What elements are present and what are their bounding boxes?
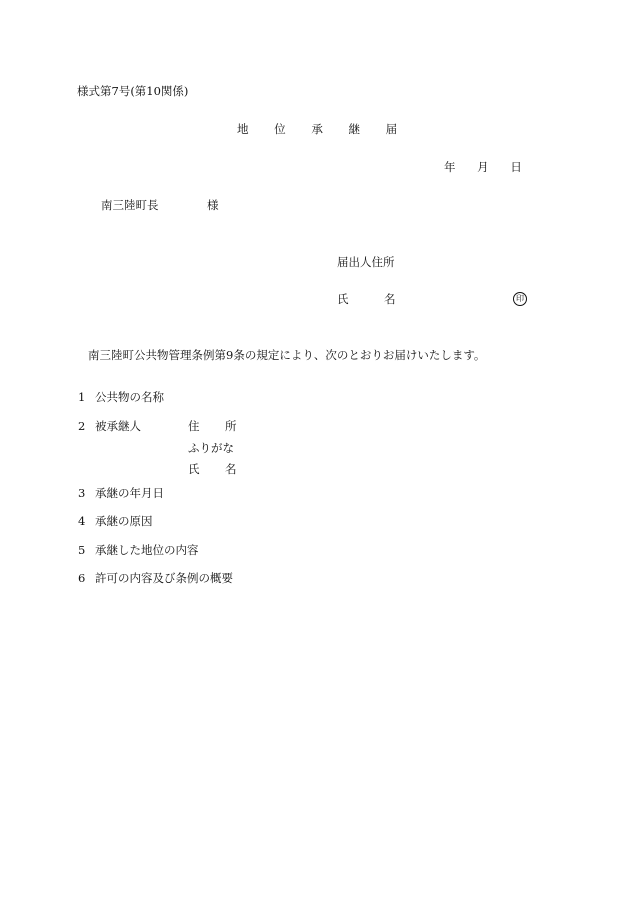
item-label: 被承継人: [95, 419, 141, 433]
title-char: 地: [237, 122, 249, 136]
applicant-name-label-1: 氏: [337, 292, 349, 306]
item-number: 4: [78, 514, 86, 528]
seal-mark-icon: [513, 292, 527, 306]
item-label: 承継の年月日: [95, 486, 164, 500]
addressee: 南三陸町長: [101, 198, 159, 212]
title-char: 位: [274, 122, 286, 136]
seal-char: 印: [516, 294, 524, 303]
predecessor-name-label-1: 氏: [188, 462, 200, 476]
date-year: 年: [444, 160, 456, 174]
date-line: [444, 162, 522, 174]
honorific: 様: [207, 198, 219, 212]
predecessor-furigana-label: ふりがな: [188, 441, 234, 455]
item-number: 2: [78, 419, 86, 433]
item-number: 6: [78, 571, 86, 585]
title-char: 承: [311, 122, 323, 136]
statement-text: 南三陸町公共物管理条例第9条の規定により、次のとおりお届けいたします。: [88, 348, 486, 362]
item-label: 公共物の名称: [95, 390, 164, 404]
title-char: 継: [348, 122, 360, 136]
item-number: 3: [78, 486, 86, 500]
title-char: 届: [385, 122, 398, 136]
applicant-address-label: 届出人住所: [337, 255, 395, 269]
item-label: 承継の原因: [95, 514, 153, 528]
predecessor-address-label-2: 所: [225, 419, 237, 433]
applicant-name-label-2: 名: [384, 292, 396, 306]
predecessor-address-label-1: 住: [188, 419, 200, 433]
form-label: 様式第7号(第10関係): [77, 84, 189, 98]
document-title: [237, 124, 397, 136]
predecessor-name-label-2: 名: [225, 462, 237, 476]
item-label: 承継した地位の内容: [95, 543, 199, 557]
date-day: 日: [510, 160, 522, 174]
item-label: 許可の内容及び条例の概要: [95, 571, 233, 585]
item-number: 5: [78, 543, 86, 557]
date-month: 月: [477, 160, 489, 174]
item-number: 1: [78, 390, 86, 404]
